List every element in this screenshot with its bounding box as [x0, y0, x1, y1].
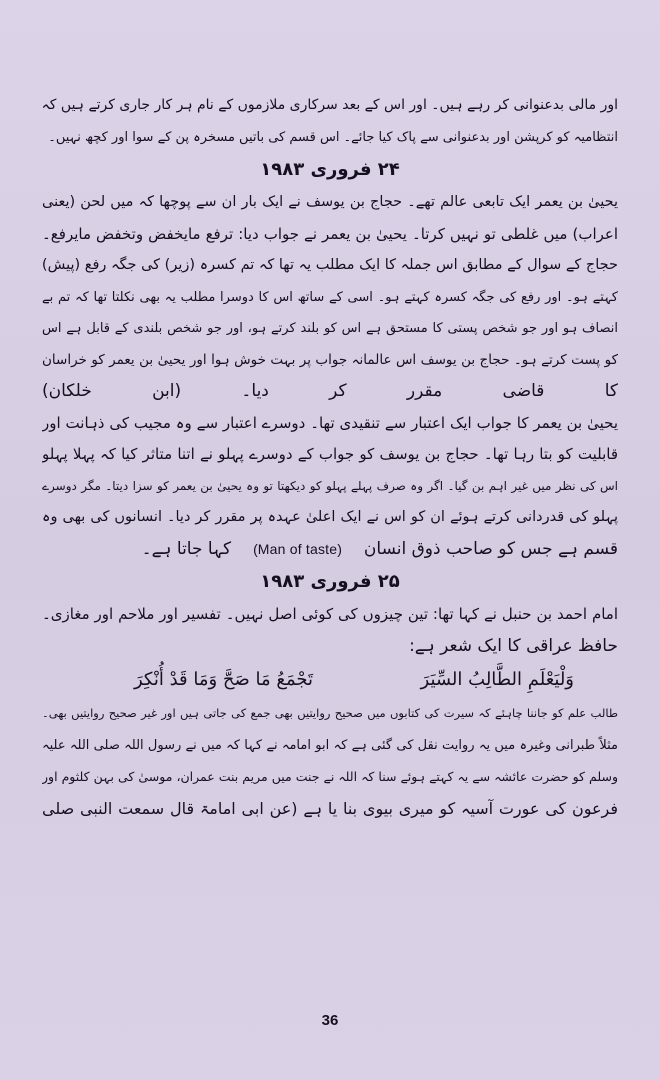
- english-phrase: (Man of taste): [253, 540, 342, 557]
- text-line: کا قاضی مقرر کر دیا۔ (ابن خلکان): [42, 381, 618, 401]
- paragraph-2: [42, 187, 618, 408]
- date-heading-1: ۲۴ فروری ۱۹۸۳: [260, 159, 400, 180]
- text-line: اس کی نظر میں غیر اہم بن گیا۔ اگر وہ صرف پہلے پہلو کو دیکھتا تو وہ یحییٰ بن یعمر کو سزا دیتا۔ مگر دوسرے: [42, 478, 618, 493]
- text-line: طالب علم کو جاننا چاہئے کہ سیرت کی کتابوں میں صحیح روایتیں بھی جمع کی جاتی ہیں اور غیر صحیح روایتیں بھی۔: [42, 706, 618, 720]
- page-number: 36: [321, 1012, 339, 1029]
- text-segment: کہا جاتا ہے۔: [141, 538, 232, 559]
- text-line: امام احمد بن حنبل نے کہا تھا: تین چیزوں کی کوئی اصل نہیں۔ تفسیر اور ملاحم اور مغازی۔: [42, 605, 618, 623]
- text-line: حافظ عراقی کا ایک شعر ہے:: [409, 635, 618, 656]
- text-line: پہلو کی قدردانی کرتے ہوئے ان کو اس نے ایک اعلیٰ عہدہ پر مقرر کر دیا۔ انسانوں کی بھی وہ: [42, 509, 618, 525]
- text-line: قابلیت کو بتا رہا تھا۔ حجاج بن یوسف کو جواب کے دوسرے پہلو نے اتنا متاثر کیا کہ پہلا پہلو: [42, 445, 618, 463]
- text-line: وسلم کو حضرت عائشہ سے یہ کہتے ہوئے سنا کہ اللہ نے جنت میں مریم بنت عمران، موسیٰ کی بہن کلثوم اور: [42, 769, 618, 784]
- text-line: حجاج کے سوال کے مطابق اس جملہ کا ایک مطلب یہ تھا کہ تم کسرہ (زیر) کی جگہ رفع (پیش): [42, 257, 618, 273]
- text-line: [42, 534, 618, 566]
- paragraph-3: [42, 408, 618, 566]
- text-line: انتظامیہ کو کرپشن اور بدعنوانی سے پاک کیا جائے۔ اس قسم کی باتیں مسخرہ پن کے سوا اور کچھ نہیں۔: [48, 129, 618, 145]
- text-line: انصاف ہو اور جو شخص پستی کا مستحق ہے اس کو بلند کرتے ہو، اور جو شخص بلندی کے قابل ہے اس: [42, 321, 618, 336]
- text-line: مثلاً طبرانی وغیرہ میں یہ روایت نقل کی گئی ہے کہ ابو امامہ نے کہا کہ میں نے رسول اللہ صلی اللہ علیہ: [42, 737, 618, 753]
- text-line: کہتے ہو۔ اور رفع کی جگہ کسرہ کہتے ہو۔ اسی کے ساتھ اس کا دوسرا مطلب یہ بھی نکلتا تھا کہ تم بے: [42, 289, 618, 305]
- text-line: کو پست کرتے ہو۔ حجاج بن یوسف اس عالمانہ جواب پر بہت خوش ہوا اور یحییٰ بن یعمر کو خراسان: [42, 351, 618, 368]
- text-line: یحییٰ بن یعمر کا جواب ایک اعتبار سے تنقیدی تھا۔ دوسرے اعتبار سے وہ مجیب کی ذہانت اور: [42, 413, 618, 432]
- paragraph-1: [42, 90, 618, 153]
- text-line: فرعون کی عورت آسیہ کو میری بیوی بنا یا ہے (عن ابی امامۃ قال سمعت النبی صلی: [42, 798, 618, 818]
- text-line: اور مالی بدعنوانی کر رہے ہیں۔ اور اس کے بعد سرکاری ملازموں کے نام ہر کار جاری کرتے ہیں کہ: [42, 97, 618, 113]
- date-heading-2: ۲۵ فروری ۱۹۸۳: [260, 571, 400, 592]
- text-segment: قسم ہے جس کو صاحب ذوق انسان: [363, 538, 618, 559]
- paragraph-4: [42, 599, 618, 662]
- paragraph-5: [42, 698, 618, 824]
- verse-first-hemistich: وَلْيَعْلَمِ الطَّالِبُ السِّيَرَ: [420, 669, 574, 690]
- text-line: یحییٰ بن یعمر ایک تابعی عالم تھے۔ حجاج بن یوسف نے ایک بار ان سے پوچھا کہ میں لحن (یعنی: [42, 194, 618, 210]
- verse-second-hemistich: تَجْمَعُ مَا صَحَّ وَمَا قَدْ أُنْكِرَ: [134, 669, 314, 690]
- text-line: اعراب) میں غلطی تو نہیں کرتا۔ یحییٰ بن یعمر نے جواب دیا: ترفع مایخفض وتخفض مایرفع۔: [42, 224, 618, 243]
- arabic-verse: [42, 662, 618, 698]
